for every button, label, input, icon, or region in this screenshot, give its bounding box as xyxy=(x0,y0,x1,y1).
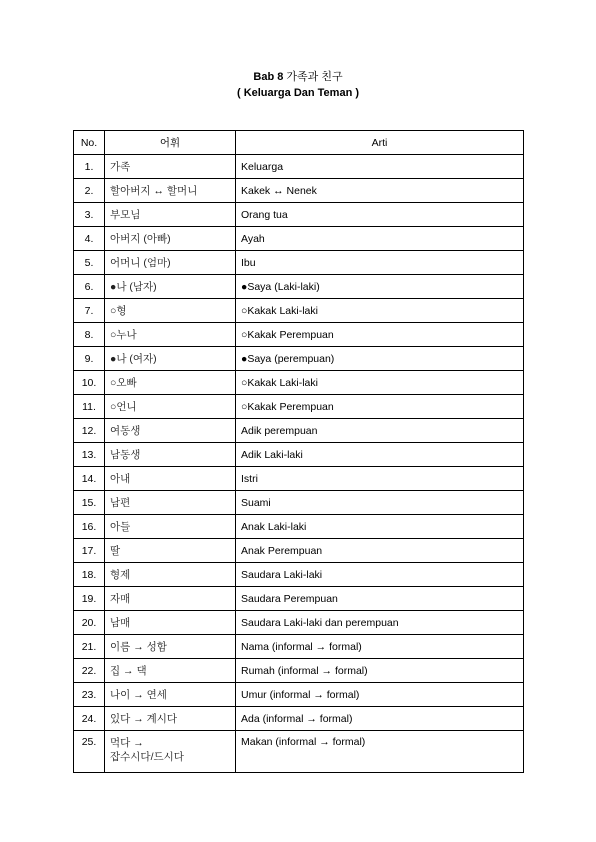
meaning: Adik Laki-laki xyxy=(236,443,524,467)
table-row xyxy=(74,515,524,539)
vocabulary-table xyxy=(73,130,524,773)
header-no: No. xyxy=(74,131,105,155)
table-row xyxy=(74,299,524,323)
korean-word: 있다 → 계시다 xyxy=(105,707,236,731)
chapter-label: Bab 8 xyxy=(253,71,284,83)
korean-word: 남매 xyxy=(105,611,236,635)
meaning: Keluarga xyxy=(236,155,524,179)
meaning: Saudara Laki-laki xyxy=(236,563,524,587)
table-row xyxy=(74,491,524,515)
row-number: 20. xyxy=(74,611,105,635)
table-row xyxy=(74,539,524,563)
table-row xyxy=(74,635,524,659)
meaning: Saudara Laki-laki dan perempuan xyxy=(236,611,524,635)
row-number: 19. xyxy=(74,587,105,611)
row-number: 2. xyxy=(74,179,105,203)
table-row xyxy=(74,395,524,419)
table-row xyxy=(74,203,524,227)
page-title xyxy=(0,70,596,84)
row-number: 14. xyxy=(74,467,105,491)
row-number: 9. xyxy=(74,347,105,371)
table-row xyxy=(74,275,524,299)
table-row xyxy=(74,419,524,443)
row-number: 13. xyxy=(74,443,105,467)
meaning: Ibu xyxy=(236,251,524,275)
meaning: Anak Laki-laki xyxy=(236,515,524,539)
meaning: Orang tua xyxy=(236,203,524,227)
row-number: 1. xyxy=(74,155,105,179)
meaning: Saudara Perempuan xyxy=(236,587,524,611)
table-row xyxy=(74,707,524,731)
meaning: Adik perempuan xyxy=(236,419,524,443)
table-row xyxy=(74,563,524,587)
korean-word: 아들 xyxy=(105,515,236,539)
korean-word: 가족 xyxy=(105,155,236,179)
korean-word: ○오빠 xyxy=(105,371,236,395)
row-number: 12. xyxy=(74,419,105,443)
meaning: Ada (informal → formal) xyxy=(236,707,524,731)
row-number: 3. xyxy=(74,203,105,227)
page-subtitle: ( Keluarga Dan Teman ) xyxy=(236,87,360,99)
header-meaning: Arti xyxy=(236,131,524,155)
row-number: 23. xyxy=(74,683,105,707)
row-number: 7. xyxy=(74,299,105,323)
table-body xyxy=(74,155,524,773)
row-number: 18. xyxy=(74,563,105,587)
row-number: 4. xyxy=(74,227,105,251)
korean-word: 이름 → 성함 xyxy=(105,635,236,659)
table-row xyxy=(74,227,524,251)
korean-word: 아버지 (아빠) xyxy=(105,227,236,251)
meaning: Anak Perempuan xyxy=(236,539,524,563)
chapter-korean-title: 가족과 친구 xyxy=(286,71,343,83)
table-header-row xyxy=(74,131,524,155)
table-row xyxy=(74,443,524,467)
korean-word: 자매 xyxy=(105,587,236,611)
row-number: 8. xyxy=(74,323,105,347)
korean-word: 남동생 xyxy=(105,443,236,467)
meaning: Ayah xyxy=(236,227,524,251)
row-number: 5. xyxy=(74,251,105,275)
korean-word: ○형 xyxy=(105,299,236,323)
row-number: 17. xyxy=(74,539,105,563)
meaning: ○Kakak Perempuan xyxy=(236,323,524,347)
table-row xyxy=(74,323,524,347)
row-number: 22. xyxy=(74,659,105,683)
meaning: ●Saya (Laki-laki) xyxy=(236,275,524,299)
table-row xyxy=(74,659,524,683)
korean-word: 나이 → 연세 xyxy=(105,683,236,707)
korean-word: ○언니 xyxy=(105,395,236,419)
meaning: Nama (informal → formal) xyxy=(236,635,524,659)
table-row xyxy=(74,251,524,275)
row-number: 10. xyxy=(74,371,105,395)
meaning: ○Kakak Laki-laki xyxy=(236,299,524,323)
table-row xyxy=(74,371,524,395)
korean-word: 형제 xyxy=(105,563,236,587)
korean-word: ●나 (여자) xyxy=(105,347,236,371)
row-number: 25. xyxy=(74,731,105,773)
row-number: 21. xyxy=(74,635,105,659)
korean-word: 딸 xyxy=(105,539,236,563)
korean-word: 어머니 (엄마) xyxy=(105,251,236,275)
meaning: ○Kakak Perempuan xyxy=(236,395,524,419)
table-row xyxy=(74,179,524,203)
table-row xyxy=(74,611,524,635)
table-row xyxy=(74,683,524,707)
meaning: Umur (informal → formal) xyxy=(236,683,524,707)
korean-word: ○누나 xyxy=(105,323,236,347)
meaning: Rumah (informal → formal) xyxy=(236,659,524,683)
meaning: Istri xyxy=(236,467,524,491)
row-number: 6. xyxy=(74,275,105,299)
korean-word: 부모님 xyxy=(105,203,236,227)
meaning: Makan (informal → formal) xyxy=(236,731,524,773)
header-vocabulary: 어휘 xyxy=(105,131,236,155)
korean-word: 할아버지 ↔ 할머니 xyxy=(105,179,236,203)
meaning: ○Kakak Laki-laki xyxy=(236,371,524,395)
row-number: 24. xyxy=(74,707,105,731)
table-row xyxy=(74,155,524,179)
table-row xyxy=(74,731,524,773)
table-row xyxy=(74,467,524,491)
meaning: Kakek ↔ Nenek xyxy=(236,179,524,203)
row-number: 11. xyxy=(74,395,105,419)
table-row xyxy=(74,347,524,371)
korean-word: ●나 (남자) xyxy=(105,275,236,299)
row-number: 15. xyxy=(74,491,105,515)
korean-word: 여동생 xyxy=(105,419,236,443)
meaning: ●Saya (perempuan) xyxy=(236,347,524,371)
korean-word: 남편 xyxy=(105,491,236,515)
korean-word: 집 → 댁 xyxy=(105,659,236,683)
table-row xyxy=(74,587,524,611)
korean-word: 아내 xyxy=(105,467,236,491)
korean-word: 먹다 → 잡수시다/드시다 xyxy=(105,731,236,773)
meaning: Suami xyxy=(236,491,524,515)
row-number: 16. xyxy=(74,515,105,539)
